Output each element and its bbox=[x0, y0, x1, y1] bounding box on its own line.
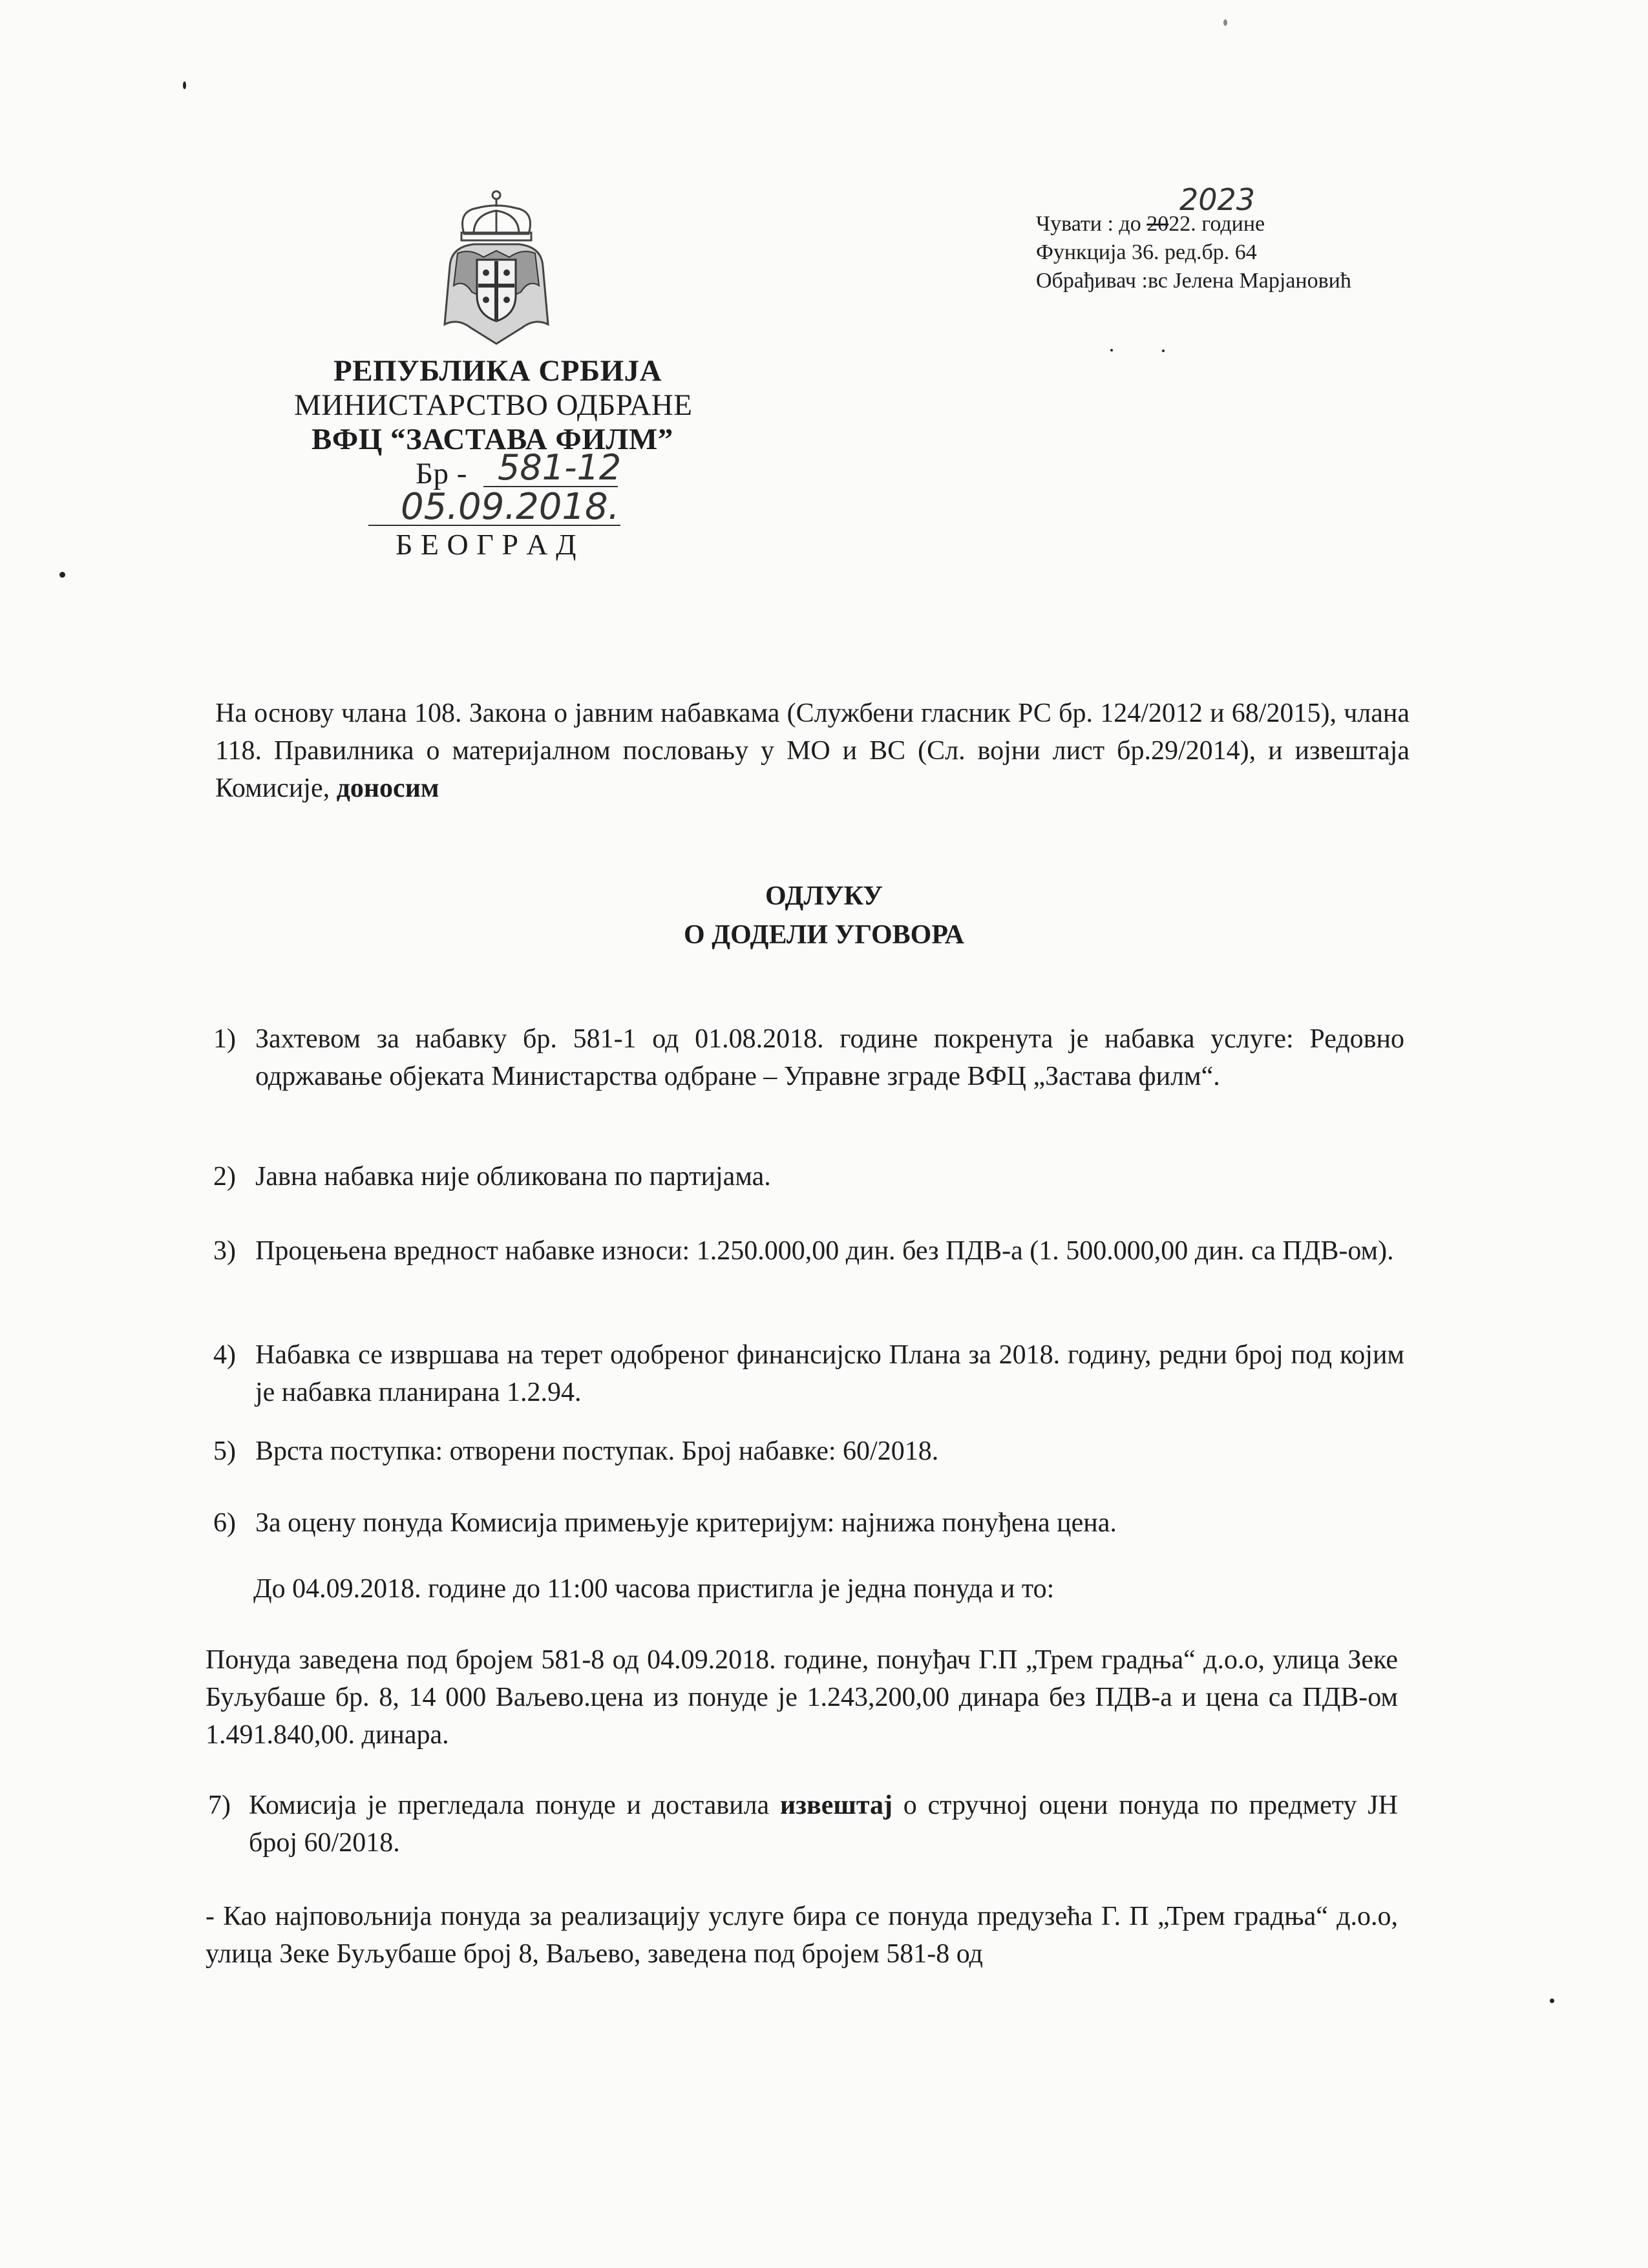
city-name: Б Е О Г Р А Д bbox=[396, 528, 577, 561]
scan-speck bbox=[1550, 1999, 1554, 2003]
offer-details-paragraph: Понуда заведена под бројем 581-8 од 04.09.2018. године, понуђач Г.П „Трем градња“ д.о.о, улица Зеке Буљубаше бр. 8, 14 000 Ваљево.цена из понуде је 1.243,200,00 динара без ПДВ-а и цена са ПДВ-ом 1.491.840,00. динара. bbox=[206, 1645, 1398, 1750]
item-text: Јавна набавка није обликована по партијама. bbox=[255, 1162, 771, 1192]
item-number: 4) bbox=[213, 1340, 236, 1370]
scan-speck bbox=[1223, 19, 1227, 26]
item-text: Захтевом за набавку бр. 581-1 од 01.08.2018. године покренута је набавка услуге: Редовно одржавање објеката Министарства одбране – Управне зграде ВФЦ „Застава филм“. bbox=[255, 1024, 1404, 1091]
retention-year-tail: 22. године bbox=[1168, 212, 1265, 236]
scan-speck bbox=[1162, 350, 1165, 352]
decision-title: ОДЛУКУ bbox=[765, 881, 883, 911]
scan-speck bbox=[183, 81, 186, 89]
closing-paragraph: - Као најповољнија понуда за реализацију услуге бира се понуда предузећа Г. П „Трем градња“ д.о.о, улица Зеке Буљубаше број 8, Ваљево, заведена под бројем 581-8 од bbox=[206, 1902, 1398, 1969]
item7-report-word: извештај bbox=[779, 1790, 893, 1820]
item-number: 7) bbox=[208, 1790, 231, 1820]
date-underline bbox=[368, 525, 620, 526]
offers-received-text: До 04.09.2018. године до 11:00 часова пристигла је једна понуда и то: bbox=[253, 1574, 1055, 1604]
republic-name: РЕПУБЛИКА СРБИЈА bbox=[333, 354, 662, 388]
legal-basis-text: На основу члана 108. Закона о јавним набавкама (Службени гласник РС бр. 124/2012 и 68/2015), члана 118. Правилника о материјалном пословању у МО и ВС (Сл. војни лист бр.29/2014), и извештаја Комисије, bbox=[215, 698, 1410, 803]
processor-line: Обрађивач :вс Јелена Марјановић bbox=[1036, 269, 1351, 293]
item-text: Врста поступка: отворени поступак. Број набавке: 60/2018. bbox=[255, 1436, 939, 1466]
item7-text-pre: Комисија је прегледала понуде и доставила bbox=[249, 1790, 780, 1820]
scan-speck bbox=[59, 572, 65, 578]
item-text bbox=[249, 1787, 1398, 1862]
item-text: Набавка се извршава на терет одобреног финансијско Плана за 2018. годину, редни број под којим је набавка планирана 1.2.94. bbox=[255, 1340, 1404, 1407]
document-number-label: Бр - bbox=[416, 457, 467, 490]
coat-of-arms-emblem bbox=[438, 189, 555, 349]
item-number: 1) bbox=[213, 1024, 236, 1054]
retention-year-handwritten: 2023 bbox=[1179, 182, 1256, 217]
legal-basis-verb: доносим bbox=[336, 773, 439, 803]
decision-subtitle: О ДОДЕЛИ УГОВОРА bbox=[684, 920, 964, 950]
document-number-handwritten: 581-12 bbox=[498, 447, 622, 488]
function-line: Функција 36. ред.бр. 64 bbox=[1036, 240, 1257, 264]
item-number: 6) bbox=[213, 1508, 236, 1538]
item-text: Процењена вредност набавке износи: 1.250.000,00 дин. без ПДВ-а (1. 500.000,00 дин. са ПДВ-ом). bbox=[255, 1236, 1394, 1266]
item-number: 3) bbox=[213, 1236, 236, 1266]
item-number: 2) bbox=[213, 1162, 236, 1192]
legal-basis-paragraph bbox=[215, 695, 1410, 807]
institution-name: ВФЦ “ЗАСТАВА ФИЛМ” bbox=[312, 423, 673, 456]
document-date-handwritten: 05.09.2018. bbox=[401, 486, 620, 528]
ministry-name: МИНИСТАРСТВО ОДБРАНЕ bbox=[294, 388, 693, 422]
retention-prefix: Чувати : до bbox=[1036, 212, 1141, 236]
item7-text-post: о стручној оцени понуда по предмету ЈН број 60/2018. bbox=[249, 1790, 1398, 1858]
retention-year-crossed: 20 bbox=[1146, 212, 1169, 236]
item-number: 5) bbox=[213, 1436, 236, 1466]
scan-speck bbox=[1110, 349, 1113, 352]
item-text: За оцену понуда Комисија примењује критеријум: најнижа понуђена цена. bbox=[255, 1508, 1117, 1538]
